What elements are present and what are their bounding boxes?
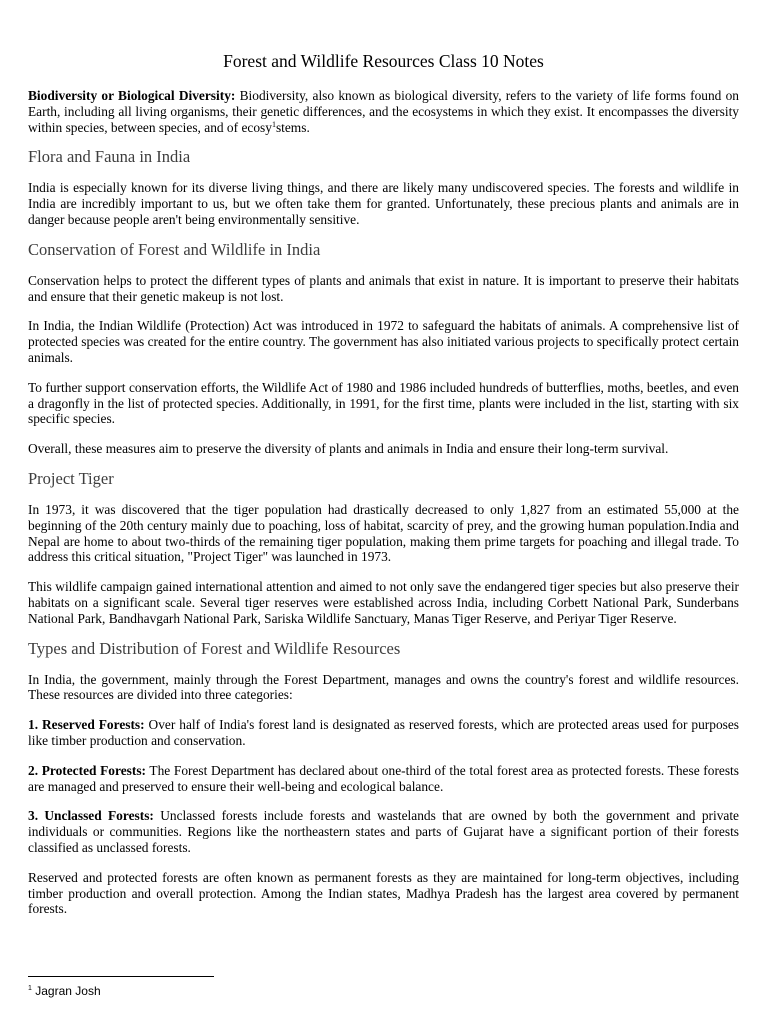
footnote-divider: [28, 976, 214, 977]
conservation-paragraph-2: In India, the Indian Wildlife (Protection) Act was introduced in 1972 to safeguard the habitats of animals. A comprehensive list of protected species was created for the entire country. The government has also initiated various projects to specifically protect certain animals.: [28, 318, 739, 365]
protected-forests-text: The Forest Department has declared about one-third of the total forest area as protected forests. These forests are managed and preserved to ensure their well-being and ecological balance.: [28, 762, 739, 794]
permanent-forests-paragraph: Reserved and protected forests are often known as permanent forests as they are maintained for long-term objectives, including timber production and overall protection. Among the Indian states, Madhya Pradesh has the largest area covered by permanent forests.: [28, 869, 739, 917]
page-title: Forest and Wildlife Resources Class 10 Notes: [223, 51, 544, 71]
protected-forests-paragraph: [28, 763, 739, 795]
heading-flora-fauna: Flora and Fauna in India: [28, 147, 191, 167]
heading-conservation: Conservation of Forest and Wildlife in India: [28, 239, 321, 259]
reserved-forests-label: 1. Reserved Forests:: [28, 717, 145, 733]
conservation-paragraph-1: Conservation helps to protect the different types of plants and animals that exist in nature. It is important to preserve their habitats and ensure that their genetic makeup is not lost.: [28, 272, 739, 304]
intro-text-before: Biodiversity, also known as biological diversity, refers to the variety of life forms found on Earth, including all living organisms, their genetic differences, and the ecosystems in which they exist. It encompasses the diversity within species, between species, and of ecosy: [28, 88, 739, 135]
tiger-paragraph-2: This wildlife campaign gained international attention and aimed to not only save the endangered tiger species but also preserve their habitats on a significant scale. Several tiger reserves were established across India, including Corbett National Park, Sunderbans National Park, Bandhavgarh National Park, Sariska Wildlife Sanctuary, Manas Tiger Reserve, and Periyar Tiger Reserve.: [28, 579, 739, 626]
unclassed-forests-label: 3. Unclassed Forests:: [28, 808, 154, 824]
tiger-paragraph-1: In 1973, it was discovered that the tiger population had drastically decreased to only 1,827 from an estimated 55,000 at the beginning of the 20th century mainly due to poaching, loss of habitat, scarcity of prey, and the growing human population.India and Nepal are home to about two-thirds of the remaining tiger population, making them prime targets for poaching and illegal trade. To address this critical situation, "Project Tiger" was launched in 1973.: [28, 501, 739, 565]
footnote-text: Jagran Josh: [31, 984, 101, 998]
conservation-paragraph-4: Overall, these measures aim to preserve the diversity of plants and animals in India and ensure their long-term survival.: [28, 441, 669, 457]
footnote: [28, 984, 101, 998]
intro-text-after: stems.: [275, 119, 310, 135]
heading-project-tiger: Project Tiger: [28, 468, 114, 488]
reserved-forests-text: Over half of India's forest land is designated as reserved forests, which are protected areas used for purposes like timber production and conservation.: [28, 717, 740, 748]
reserved-forests-paragraph: [28, 717, 739, 749]
footnote-reference[interactable]: 1: [271, 119, 276, 129]
types-paragraph-1: In India, the government, mainly through the Forest Department, manages and owns the country's forest and wildlife resources. These resources are divided into three categories:: [28, 671, 739, 703]
flora-paragraph: India is especially known for its diverse living things, and there are likely many undiscovered species. The forests and wildlife in India are incredibly important to us, but we often take them for granted. Unfortunately, these precious plants and animals are in danger because people aren't being environmentally sensitive.: [28, 180, 739, 227]
unclassed-forests-text: Unclassed forests include forests and wastelands that are owned by both the government and private individuals or communities. Regions like the northeastern states and parts of Gujarat have a significant portion of their forests classified as unclassed forests.: [28, 808, 739, 855]
unclassed-forests-paragraph: [28, 808, 739, 855]
intro-paragraph: [28, 88, 739, 135]
heading-types-distribution: Types and Distribution of Forest and Wildlife Resources: [28, 638, 401, 658]
intro-term: Biodiversity or Biological Diversity:: [28, 88, 236, 103]
protected-forests-label: 2. Protected Forests:: [28, 762, 146, 778]
conservation-paragraph-3: To further support conservation efforts, the Wildlife Act of 1980 and 1986 included hundreds of butterflies, moths, beetles, and even a dragonfly in the list of protected species. Additionally, in 1991, for the first time, plants were included in the list, starting with six specific species.: [28, 379, 739, 427]
footnote-number: 1: [28, 985, 32, 992]
